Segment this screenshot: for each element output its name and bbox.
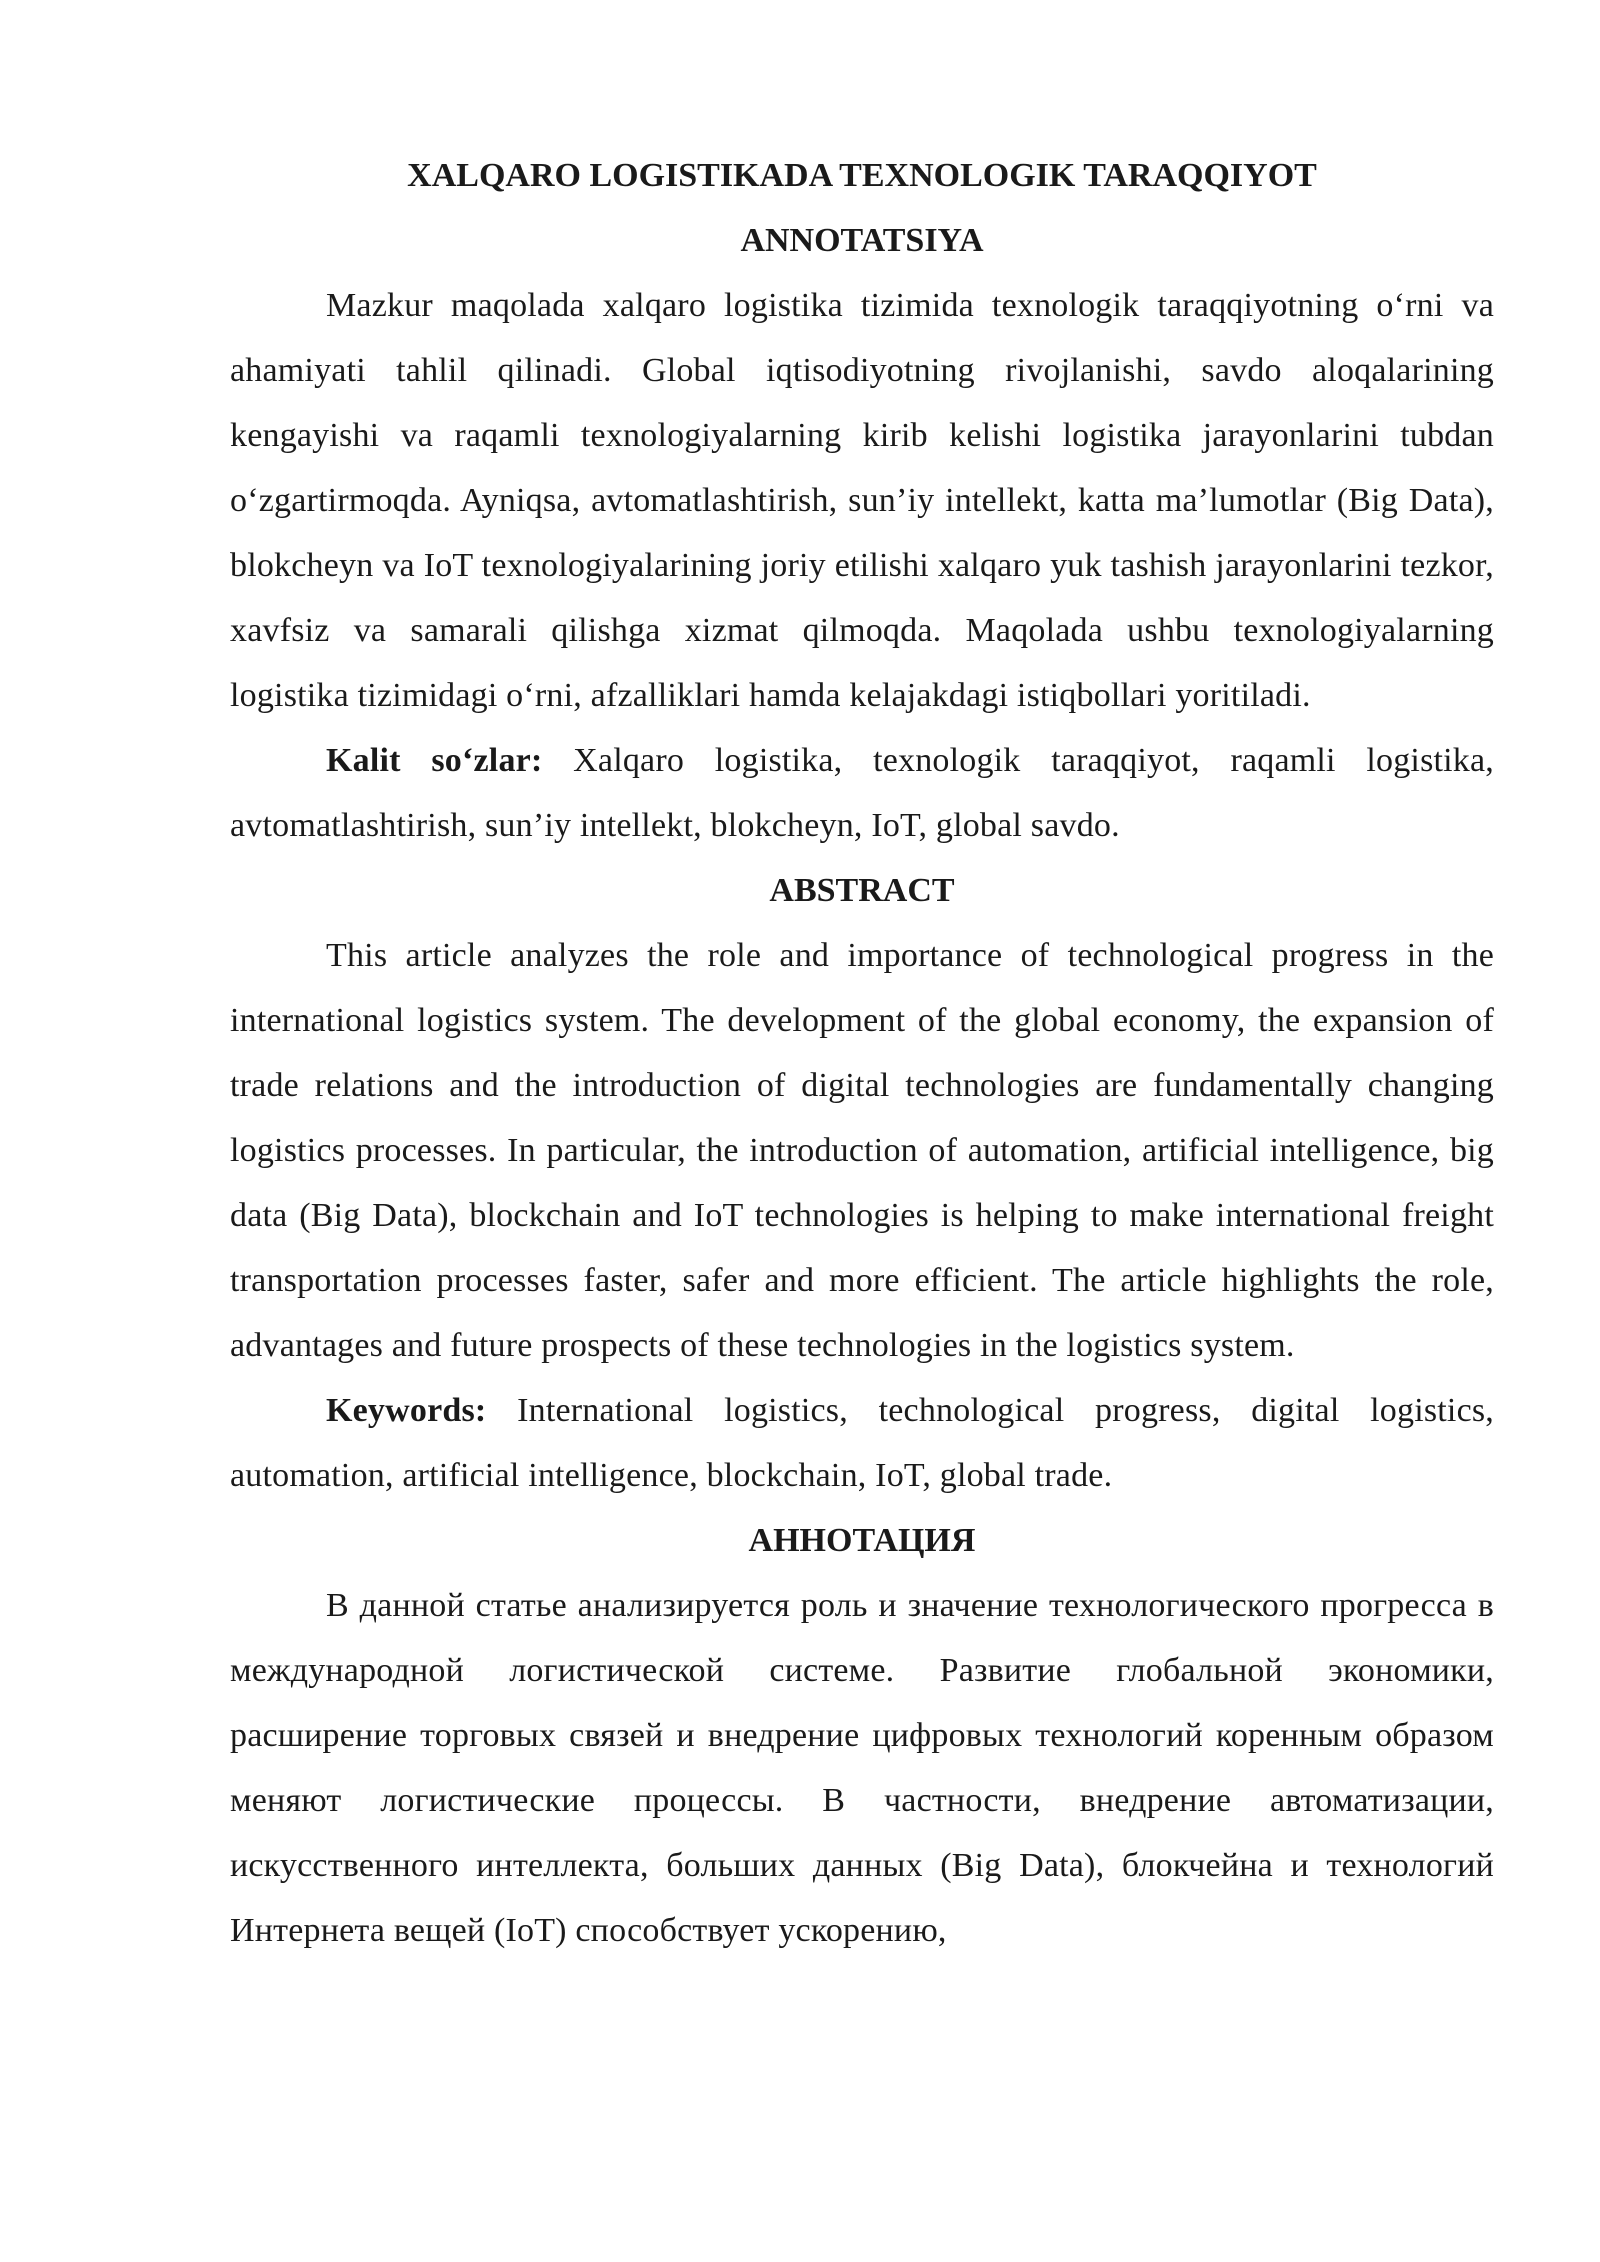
annotatsiya-heading: ANNOTATSIYA: [740, 222, 984, 259]
keywords-label: Keywords:: [326, 1392, 487, 1429]
abstract-paragraph: This article analyzes the role and importance of technological progress in the international logistics system. The development of the global economy, the expansion of trade relations and the introduction of digital technologies are fundamentally changing logistics processes. In particular, the introduction of automation, artificial intelligence, big data (Big Data), blockchain and IoT technologies is helping to make international freight transportation processes faster, safer and more efficient. The article highlights the role, advantages and future prospects of these technologies in the logistics system.: [230, 937, 1494, 1364]
annotatsiya-paragraph: Mazkur maqolada xalqaro logistika tizimida texnologik taraqqiyotning o‘rni va ahamiyati tahlil qilinadi. Global iqtisodiyotning rivojlanishi, savdo aloqalarining kengayishi va raqamli texnologiyalarning kirib kelishi logistika jarayonlarini tubdan o‘zgartirmoqda. Ayniqsa, avtomatlashtirish, sun’iy intellekt, katta ma’lumotlar (Big Data), blokcheyn va IoT texnologiyalarining joriy etilishi xalqaro yuk tashish jarayonlarini tezkor, xavfsiz va samarali qilishga xizmat qilmoqda. Maqolada ushbu texnologiyalarning logistika tizimidagi o‘rni, afzalliklari hamda kelajakdagi istiqbollari yoritiladi.: [230, 287, 1494, 714]
abstract-heading: ABSTRACT: [769, 872, 955, 909]
kalit-sozlar-paragraph: [230, 728, 1494, 858]
article-title: XALQARO LOGISTIKADA TEXNOLOGIK TARAQQIYOT: [407, 157, 1317, 194]
kalit-sozlar-text: Xalqaro logistika, texnologik taraqqiyot, raqamli logistika, avtomatlashtirish, sun’iy intellekt, blokcheyn, IoT, global savdo.: [230, 742, 1494, 844]
keywords-text: International logistics, technological progress, digital logistics, automation, artificial intelligence, blockchain, IoT, global trade.: [230, 1392, 1494, 1494]
keywords-paragraph: [230, 1378, 1494, 1508]
kalit-sozlar-label: Kalit so‘zlar:: [326, 742, 543, 779]
document-body: [230, 143, 1494, 1963]
annotatsiya-ru-paragraph: В данной статье анализируется роль и значение технологического прогресса в международной логистической системе. Развитие глобальной экономики, расширение торговых связей и внедрение цифровых технологий коренным образом меняют логистические процессы. В частности, внедрение автоматизации, искусственного интеллекта, больших данных (Big Data), блокчейна и технологий Интернета вещей (IoT) способствует ускорению,: [230, 1587, 1494, 1949]
annotatsiya-ru-heading: АННОТАЦИЯ: [748, 1522, 976, 1559]
